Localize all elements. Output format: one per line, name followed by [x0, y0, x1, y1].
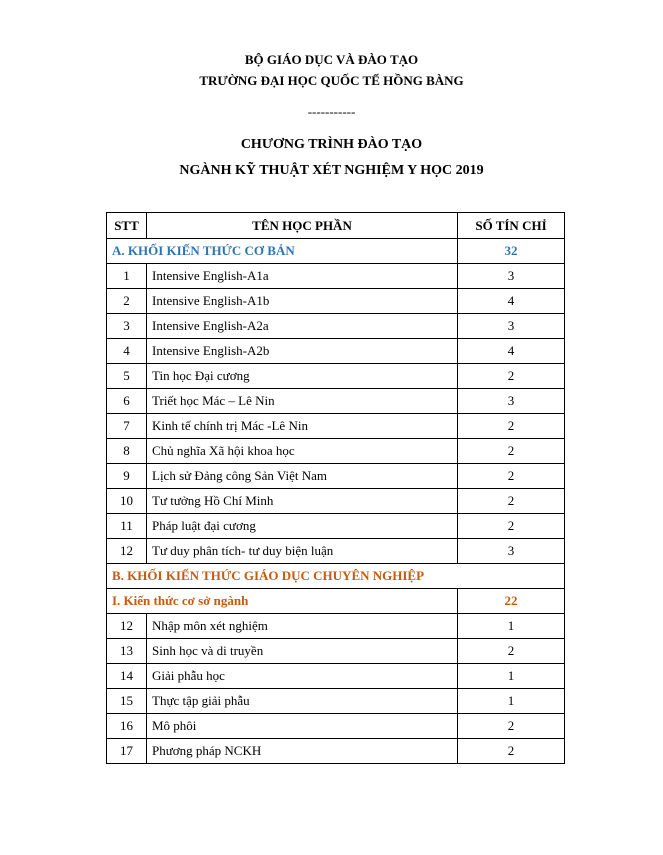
- ministry-heading: BỘ GIÁO DỤC VÀ ĐÀO TẠO: [244, 52, 419, 67]
- course-stt: 4: [107, 339, 147, 364]
- column-header-credits: SỐ TÍN CHỈ: [458, 213, 565, 239]
- course-row: [107, 489, 565, 514]
- course-stt: 1: [107, 264, 147, 289]
- course-credits: 2: [458, 489, 565, 514]
- program-subtitle: NGÀNH KỸ THUẬT XÉT NGHIỆM Y HỌC 2019: [179, 163, 484, 178]
- course-name: Lịch sử Đảng công Sản Việt Nam: [147, 464, 458, 489]
- course-row: [107, 714, 565, 739]
- course-credits: 2: [458, 514, 565, 539]
- course-name: Chủ nghĩa Xã hội khoa học: [147, 439, 458, 464]
- course-row: [107, 414, 565, 439]
- course-credits: 2: [458, 364, 565, 389]
- course-name: Kinh tế chính trị Mác -Lê Nin: [147, 414, 458, 439]
- table-header-row: [107, 213, 565, 239]
- course-name: Tư duy phân tích- tư duy biện luận: [147, 539, 458, 564]
- course-credits: 2: [458, 739, 565, 764]
- course-row: [107, 739, 565, 764]
- course-credits: 1: [458, 664, 565, 689]
- course-credits: 4: [458, 339, 565, 364]
- course-credits: 3: [458, 264, 565, 289]
- program-title: CHƯƠNG TRÌNH ĐÀO TẠO: [240, 137, 423, 152]
- course-name: Thực tập giải phẫu: [147, 689, 458, 714]
- course-stt: 7: [107, 414, 147, 439]
- course-row: [107, 314, 565, 339]
- course-row: [107, 664, 565, 689]
- course-name: Triết học Mác – Lê Nin: [147, 389, 458, 414]
- column-header-course-name: TÊN HỌC PHẦN: [147, 213, 458, 239]
- course-name: Mô phôi: [147, 714, 458, 739]
- course-credits: 1: [458, 689, 565, 714]
- course-stt: 5: [107, 364, 147, 389]
- course-row: [107, 389, 565, 414]
- course-name: Phương pháp NCKH: [147, 739, 458, 764]
- section-b1-label: I. Kiến thức cơ sở ngành: [107, 589, 458, 614]
- course-row: [107, 689, 565, 714]
- course-credits: 4: [458, 289, 565, 314]
- course-name: Intensive English-A1b: [147, 289, 458, 314]
- course-credits: 2: [458, 464, 565, 489]
- course-stt: 9: [107, 464, 147, 489]
- course-stt: 6: [107, 389, 147, 414]
- course-stt: 12: [107, 614, 147, 639]
- course-row: [107, 614, 565, 639]
- course-row: [107, 639, 565, 664]
- section-b-label: B. KHỐI KIẾN THỨC GIÁO DỤC CHUYÊN NGHIỆP: [107, 564, 565, 589]
- course-row: [107, 364, 565, 389]
- course-name: Intensive English-A2a: [147, 314, 458, 339]
- course-row: [107, 264, 565, 289]
- course-credits: 2: [458, 714, 565, 739]
- course-stt: 14: [107, 664, 147, 689]
- section-a-label: A. KHỐI KIẾN THỨC CƠ BẢN: [107, 239, 458, 264]
- course-stt: 3: [107, 314, 147, 339]
- section-a-row: [107, 239, 565, 264]
- course-name: Giải phẫu học: [147, 664, 458, 689]
- course-stt: 10: [107, 489, 147, 514]
- section-b1-row: [107, 589, 565, 614]
- course-name: Sinh học và di truyền: [147, 639, 458, 664]
- course-credits: 3: [458, 389, 565, 414]
- course-name: Pháp luật đại cương: [147, 514, 458, 539]
- section-a-credits: 32: [458, 239, 565, 264]
- course-name: Intensive English-A1a: [147, 264, 458, 289]
- course-stt: 13: [107, 639, 147, 664]
- course-credits: 2: [458, 639, 565, 664]
- course-credits: 1: [458, 614, 565, 639]
- course-name: Tin học Đại cương: [147, 364, 458, 389]
- course-credits: 3: [458, 314, 565, 339]
- course-name: Tư tưởng Hồ Chí Minh: [147, 489, 458, 514]
- course-stt: 8: [107, 439, 147, 464]
- course-name: Intensive English-A2b: [147, 339, 458, 364]
- course-row: [107, 339, 565, 364]
- section-b1-credits: 22: [458, 589, 565, 614]
- course-credits: 3: [458, 539, 565, 564]
- course-stt: 17: [107, 739, 147, 764]
- course-row: [107, 539, 565, 564]
- course-stt: 16: [107, 714, 147, 739]
- course-stt: 2: [107, 289, 147, 314]
- course-row: [107, 514, 565, 539]
- section-b-row: [107, 564, 565, 589]
- heading-separator: -----------: [307, 104, 356, 119]
- course-row: [107, 439, 565, 464]
- course-name: Nhập môn xét nghiệm: [147, 614, 458, 639]
- course-row: [107, 464, 565, 489]
- course-stt: 15: [107, 689, 147, 714]
- curriculum-table: [106, 212, 565, 764]
- university-heading: TRƯỜNG ĐẠI HỌC QUỐC TẾ HỒNG BÀNG: [199, 73, 464, 88]
- course-stt: 11: [107, 514, 147, 539]
- column-header-stt: STT: [107, 213, 147, 239]
- course-stt: 12: [107, 539, 147, 564]
- course-row: [107, 289, 565, 314]
- course-credits: 2: [458, 414, 565, 439]
- course-credits: 2: [458, 439, 565, 464]
